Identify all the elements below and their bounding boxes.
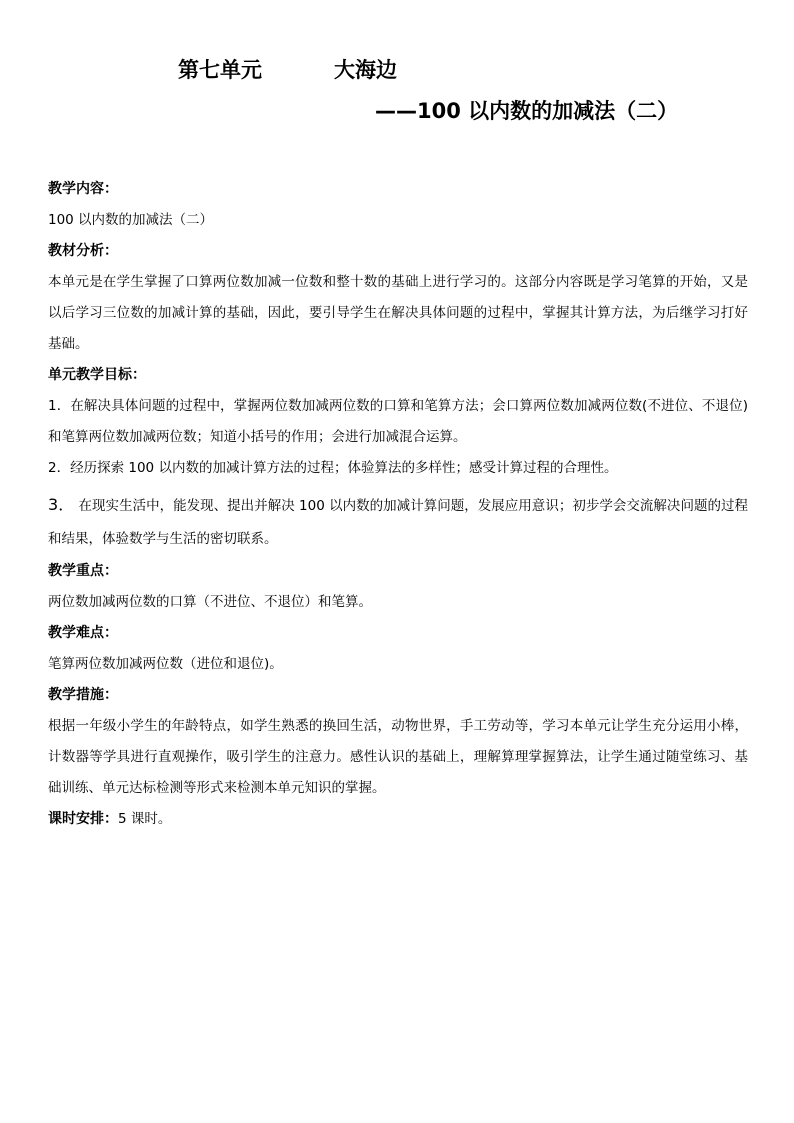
content-heading: 教学内容： (48, 181, 118, 197)
unit-title (178, 56, 397, 84)
unit-subtitle: ——100 以内数的加减法（二） (375, 99, 679, 123)
goal-item-1: 1．在解决具体问题的过程中，掌握两位数加减两位数的口算和笔算方法；会口算两位数加减两位数(不进位、不退位)和笔算两位数加减两位数；知道小括号的作用；会进行加减混合运算。 (48, 398, 748, 445)
measures-heading: 教学措施： (48, 687, 118, 703)
difficulties-text: 笔算两位数加减两位数（进位和退位)。 (48, 656, 283, 672)
goal-item-2: 2．经历探索 100 以内数的加减计算方法的过程；体验算法的多样性；感受计算过程的合理性。 (48, 460, 618, 476)
document-body (48, 174, 748, 835)
key-points-heading: 教学重点： (48, 563, 118, 579)
measures-text: 根据一年级小学生的年龄特点，如学生熟悉的换回生活，动物世界，手工劳动等，学习本单元让学生充分运用小棒，计数器等学具进行直观操作，吸引学生的注意力。感性认识的基础上，理解算理掌握算法，让学生通过随堂练习、基础训练、单元达标检测等形式来检测本单元知识的掌握。 (48, 718, 748, 796)
unit-number: 第七单元 (178, 58, 262, 82)
content-text: 100 以内数的加减法（二） (48, 212, 214, 228)
goal-item-3-number: 3． (48, 495, 75, 514)
key-points-text: 两位数加减两位数的口算（不进位、不退位）和笔算。 (48, 594, 372, 610)
goal-item-3 (48, 484, 748, 556)
schedule-heading: 课时安排： (48, 811, 118, 827)
analysis-heading: 教材分析： (48, 243, 118, 259)
schedule-text: 5 课时。 (118, 811, 172, 827)
schedule-line (48, 804, 748, 835)
goals-heading: 单元教学目标： (48, 367, 146, 383)
goal-item-3-text: 在现实生活中，能发现、提出并解决 100 以内数的加减计算问题，发展应用意识；初步学会交流解决问题的过程和结果，体验数学与生活的密切联系。 (48, 498, 748, 547)
difficulties-heading: 教学难点： (48, 625, 118, 641)
analysis-text: 本单元是在学生掌握了口算两位数加减一位数和整十数的基础上进行学习的。这部分内容既是学习笔算的开始，又是以后学习三位数的加减计算的基础，因此，要引导学生在解决具体问题的过程中，掌握其计算方法，为后继学习打好基础。 (48, 274, 748, 352)
unit-name: 大海边 (334, 58, 397, 82)
